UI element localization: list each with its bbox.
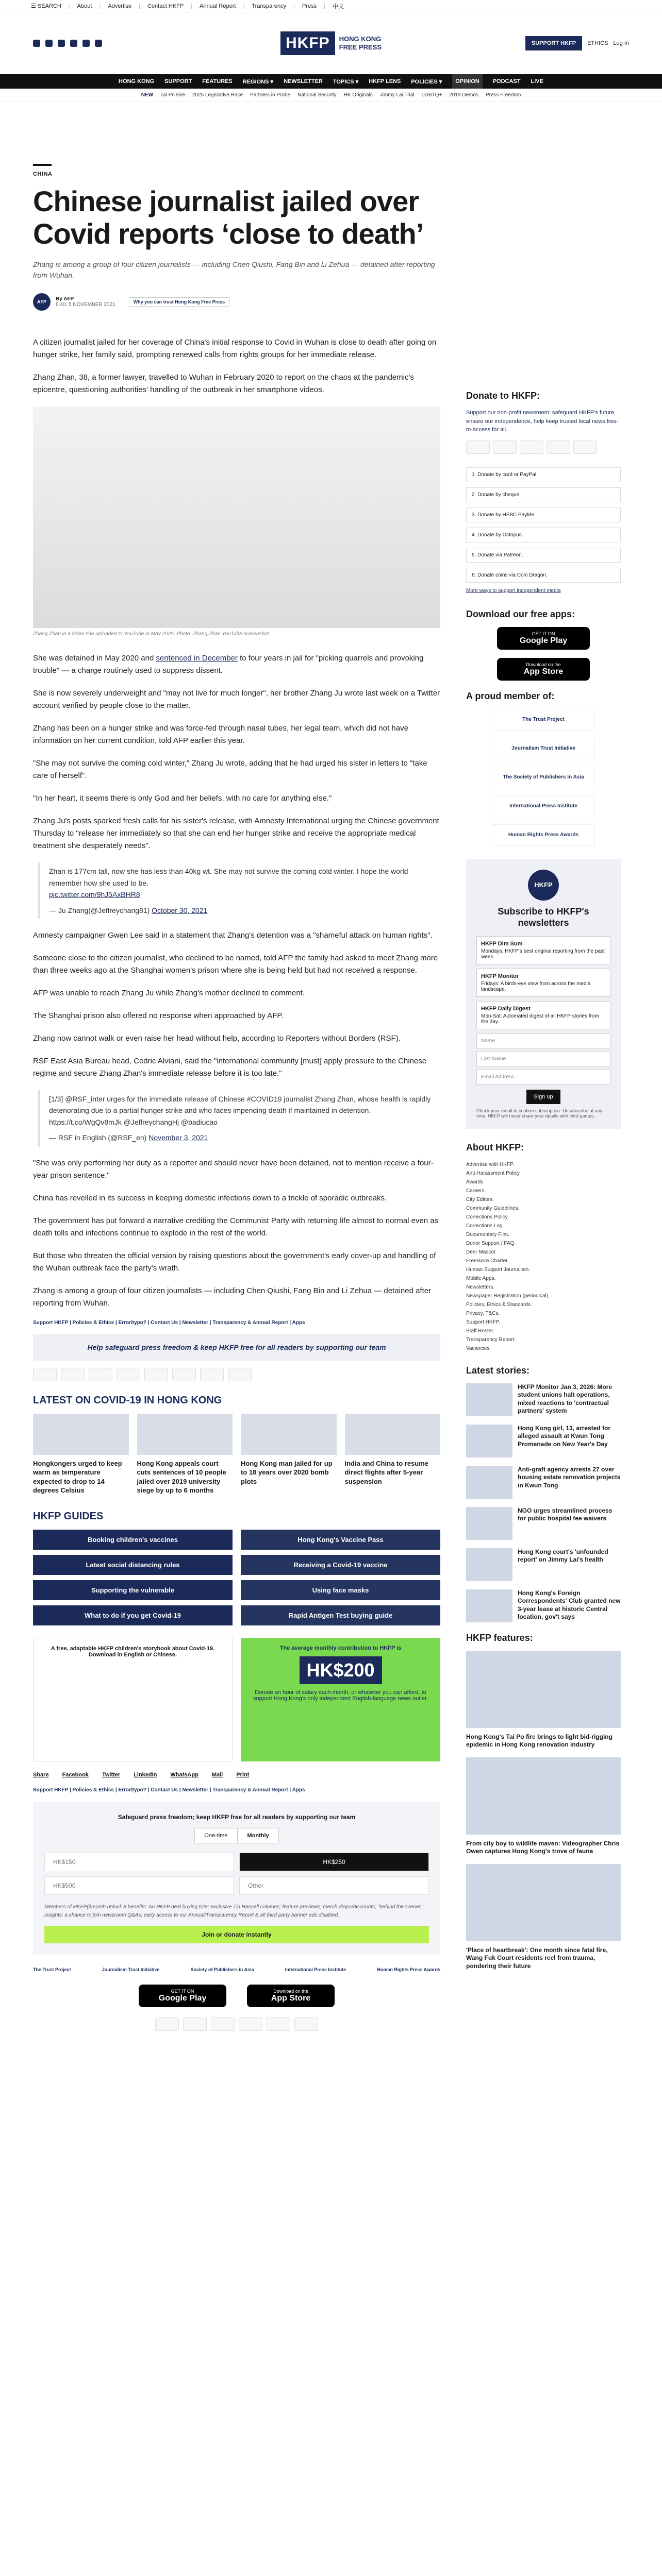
donate-method[interactable]: 6. Donate coins via Coin Dragon. bbox=[466, 568, 621, 583]
story-item[interactable]: Anti-graft agency arrests 27 over housing estate renovation projects in Kwun Tong bbox=[466, 1466, 621, 1499]
latest-covid-grid bbox=[33, 1414, 440, 1495]
story-item[interactable]: Hong Kong court's 'unfounded report' on Jimmy Lai's health bbox=[466, 1548, 621, 1581]
hkfp-badge: HKFP bbox=[528, 870, 559, 901]
story-image bbox=[345, 1414, 441, 1455]
guide-button[interactable]: What to do if you get Covid-19 bbox=[33, 1605, 233, 1625]
footer-partner-logos bbox=[33, 1967, 440, 1972]
visa-icon bbox=[33, 1368, 57, 1381]
guide-button[interactable]: Booking children's vaccines bbox=[33, 1530, 233, 1550]
proud-title: A proud member of: bbox=[466, 690, 555, 701]
paragraph: Zhang now cannot walk or even raise her head without help, according to Reporters without Borders (RSF). bbox=[33, 1034, 401, 1043]
amex-icon bbox=[520, 440, 543, 454]
share-mail[interactable]: Mail bbox=[211, 1771, 223, 1778]
donate-heading: Safeguard press freedom; keep HKFP free for all readers by supporting our team bbox=[118, 1813, 356, 1821]
donate-methods bbox=[466, 467, 621, 583]
newsletter-option[interactable]: HKFP Dim Sum Mondays: HKFP's best original reporting from the past week. bbox=[476, 936, 610, 964]
article-column bbox=[33, 102, 440, 2044]
press-link[interactable]: Press bbox=[302, 3, 317, 9]
payme-icon bbox=[573, 440, 597, 454]
fps-icon bbox=[172, 1368, 196, 1381]
visa-icon bbox=[466, 440, 490, 454]
amex-icon bbox=[89, 1368, 112, 1381]
search-link[interactable]: ☰ SEARCH bbox=[31, 3, 61, 9]
youtube-icon[interactable] bbox=[70, 40, 77, 47]
nav-podcast[interactable]: PODCAST bbox=[492, 78, 521, 84]
amount-option-selected[interactable]: HK$250 bbox=[239, 1853, 429, 1871]
member-logo[interactable]: The Society of Publishers in Asia bbox=[492, 767, 595, 788]
member-logo[interactable]: International Press Institute bbox=[492, 795, 595, 817]
main-nav bbox=[0, 74, 662, 89]
about-link[interactable]: Careers. bbox=[466, 1188, 486, 1194]
donation-promo[interactable] bbox=[241, 1638, 440, 1761]
story-item[interactable]: HKFP Monitor Jan 3, 2026: More student unions halt operations, mixed reactions to 'contractual partners' system bbox=[466, 1383, 621, 1416]
paragraph: The Shanghai prison also offered no response when approached by AFP. bbox=[33, 1011, 284, 1020]
rss-icon[interactable] bbox=[95, 40, 102, 47]
promo-row bbox=[33, 1638, 440, 1761]
topic-ticker bbox=[0, 89, 662, 102]
x-icon[interactable] bbox=[45, 40, 53, 47]
member-logo[interactable]: Human Rights Press Awards bbox=[492, 824, 595, 846]
promo-bottom-text: Donate an hour of salary each month, or whatever you can afford, to support Hong Kong's only independent English-language news outlet. bbox=[253, 1689, 428, 1702]
transparency-link[interactable]: Transparency bbox=[252, 3, 287, 9]
ticker-new-label: NEW bbox=[141, 92, 154, 98]
story-image bbox=[137, 1414, 233, 1455]
donate-method[interactable]: 3. Donate by HSBC PayMe. bbox=[466, 507, 621, 522]
story-title: Hong Kong appeals court cuts sentences of 10 people jailed over 2019 university siege by up to 6 months bbox=[137, 1459, 226, 1495]
tweet-author: — RSF in English (@RSF_en) bbox=[49, 1133, 149, 1142]
guide-button[interactable]: Using face masks bbox=[241, 1580, 440, 1600]
nav-policies[interactable]: POLICIES ▾ bbox=[411, 78, 442, 85]
why-trust-link[interactable]: Why you can trust Hong Kong Free Press bbox=[129, 297, 230, 307]
member-benefits-note: Members of HKFP($month unlock 8 benefits: An HKFP deal buying tote; exclusive Tin Hansell columns; feature previews; merch drops/discounts; "behind the scenes" insights; a chance to join newsroom Q&As; early access to our Annual/Transparency Report & all third-party banner ads disabled. bbox=[44, 1904, 423, 1918]
story-thumb bbox=[466, 1466, 512, 1499]
story-item[interactable]: Hong Kong's Foreign Correspondents' Club granted new 3-year lease at historic Central location, gov't says bbox=[466, 1589, 621, 1622]
partner-logo[interactable]: International Press Institute bbox=[285, 1967, 346, 1972]
promo-top-text: The average monthly contribution to HKFP is bbox=[279, 1645, 402, 1651]
author-name[interactable]: By AFP bbox=[56, 296, 74, 302]
feature-image bbox=[466, 1757, 621, 1835]
share-linkedin[interactable]: LinkedIn bbox=[134, 1771, 157, 1778]
nav-features[interactable]: FEATURES bbox=[202, 78, 233, 84]
paypal-icon bbox=[117, 1368, 140, 1381]
donate-method[interactable]: 1. Donate by card or PayPal. bbox=[466, 467, 621, 482]
share-twitter[interactable]: Twitter bbox=[102, 1771, 121, 1778]
embedded-tweet bbox=[38, 862, 440, 919]
about-link[interactable]: Staff Roster. bbox=[466, 1328, 494, 1334]
signup-fine-print: Check your email to confirm subscription. Unsubscribe at any time. HKFP will never share your details with third parties. bbox=[476, 1108, 603, 1118]
story-card[interactable] bbox=[241, 1414, 337, 1495]
advertise-link[interactable]: Advertise bbox=[108, 3, 132, 9]
guides-heading: HKFP GUIDES bbox=[33, 1510, 104, 1522]
member-logo[interactable]: Journalism Trust Initiative bbox=[492, 738, 595, 759]
logo-line-1: HONG KONG bbox=[339, 35, 382, 43]
article-subtitle: Zhang is among a group of four citizen journalists — including Chen Qiushi, Fang Bin and Li Zehua — detained after reporting from Wuhan. bbox=[33, 260, 435, 280]
publish-date: 8:40, 5 NOVEMBER 2021 bbox=[56, 302, 115, 308]
site-logo[interactable] bbox=[280, 31, 382, 55]
tab-one-time[interactable]: One-time bbox=[194, 1828, 237, 1843]
nav-topics[interactable]: TOPICS ▾ bbox=[333, 78, 359, 85]
tweet-date-link[interactable]: November 3, 2021 bbox=[148, 1133, 208, 1142]
story-item[interactable]: NGO urges streamlined process for public hospital fee waivers bbox=[466, 1507, 621, 1540]
partner-logo[interactable]: Human Rights Press Awards bbox=[377, 1967, 440, 1972]
story-thumb bbox=[466, 1425, 512, 1458]
octopus-icon bbox=[200, 1368, 224, 1381]
donate-title: Donate to HKFP: bbox=[466, 391, 540, 401]
share-print[interactable]: Print bbox=[236, 1771, 250, 1778]
about-link[interactable]: City Editors. bbox=[466, 1196, 494, 1202]
newsletter-option[interactable]: HKFP Daily Digest Mon-Sat: Automated digest of all HKFP stories from the day. bbox=[476, 1001, 610, 1029]
about-link[interactable]: Corrections Log. bbox=[466, 1223, 504, 1229]
guide-button[interactable]: Receiving a Covid-19 vaccine bbox=[241, 1555, 440, 1575]
about-link[interactable]: Newsletters. bbox=[466, 1284, 495, 1290]
join-donate-button[interactable]: Join or donate instantly bbox=[44, 1926, 429, 1943]
story-title: India and China to resume direct flights after 5-year suspension bbox=[344, 1459, 429, 1485]
google-play-badge[interactable]: GET IT ON Google Play bbox=[139, 1985, 226, 2007]
fps-icon bbox=[294, 2018, 318, 2031]
feature-image bbox=[466, 1864, 621, 1941]
story-card[interactable] bbox=[33, 1414, 129, 1495]
mastercard-icon bbox=[61, 1368, 85, 1381]
payment-icons bbox=[33, 1368, 440, 1381]
patreon-icon bbox=[228, 1368, 252, 1381]
paragraph: "In her heart, it seems there is only God and her beliefs, with no care for anything else." bbox=[33, 794, 332, 803]
about-link[interactable]: Anti-Harassment Policy. bbox=[466, 1170, 521, 1176]
ticker-item[interactable]: HK Originals bbox=[343, 92, 373, 98]
apps-title: Download our free apps: bbox=[466, 608, 575, 619]
sign-up-button[interactable]: Sign up bbox=[526, 1090, 560, 1104]
paragraph: AFP was unable to reach Zhang Ju while Zhang's mother declined to comment. bbox=[33, 989, 305, 997]
login-link[interactable]: Log In bbox=[613, 40, 629, 46]
social-icons bbox=[33, 40, 102, 47]
visa-icon bbox=[155, 2018, 179, 2031]
instagram-icon[interactable] bbox=[58, 40, 65, 47]
about-link[interactable]: Mobile Apps. bbox=[466, 1275, 496, 1281]
guide-button[interactable]: Supporting the vulnerable bbox=[33, 1580, 233, 1600]
member-logos bbox=[466, 709, 621, 846]
guide-button[interactable]: Latest social distancing rules bbox=[33, 1555, 233, 1575]
nav-support[interactable]: SUPPORT bbox=[164, 78, 192, 84]
mastercard-icon bbox=[493, 440, 517, 454]
about-link[interactable]: Deer Mascot. bbox=[466, 1249, 497, 1255]
story-title: Hongkongers urged to keep warm as temperature expected to drop to 14 degrees Celsius bbox=[33, 1459, 122, 1495]
partner-logo[interactable]: Journalism Trust Initiative bbox=[102, 1967, 160, 1972]
paragraph: RSF East Asia Bureau head, Cedric Alviani, said the "international community [must] apply pressure to the Chinese regime and secure Zhang Zhan's immediate release before it is too late." bbox=[33, 1057, 427, 1078]
payme-icon bbox=[144, 1368, 168, 1381]
paragraph: A citizen journalist jailed for her coverage of China's initial response to Covid in Wuhan is close to death after going on hunger strike, her family said, prompting renewed calls from rights groups for her immediate release. bbox=[33, 338, 437, 360]
facebook-icon[interactable] bbox=[33, 40, 40, 47]
paragraph: She is now severely underweight and "may not live for much longer", her brother Zhang Ju wrote last week on a Twitter account verified by people close to the matter. bbox=[33, 689, 440, 710]
article-hero-image bbox=[33, 406, 440, 628]
member-logo[interactable]: The Trust Project bbox=[492, 709, 595, 731]
about-link[interactable]: Freelance Charter. bbox=[466, 1258, 509, 1264]
paragraph: Zhang Zhan, 38, a former lawyer, travelled to Wuhan in February 2020 to report on the chaos at the pandemic's epicentre, questioning authorities' handling of the outbreak in her smartphone videos. bbox=[33, 373, 414, 395]
payment-icons-footer bbox=[33, 2018, 440, 2031]
site-header bbox=[0, 12, 662, 74]
google-play-badge[interactable]: GET IT ON Google Play bbox=[497, 627, 590, 650]
donate-blurb[interactable]: Support our non-profit newsroom: safeguard HKFP's future, ensure our independence, help keep trusted local news free-to-access for all. bbox=[466, 410, 619, 433]
story-thumb bbox=[466, 1589, 512, 1622]
share-label: Share bbox=[33, 1771, 49, 1778]
ticker-item[interactable]: Press Freedom bbox=[485, 92, 521, 98]
feature-item[interactable]: From city boy to wildlife maven: Videographer Chris Owen captures Hong Kong's trove of fauna bbox=[466, 1757, 621, 1856]
last-name-input[interactable] bbox=[476, 1052, 610, 1066]
nav-regions[interactable]: REGIONS ▾ bbox=[242, 78, 274, 85]
guide-button[interactable]: Rapid Antigen Test buying guide bbox=[241, 1605, 440, 1625]
paragraph: "She was only performing her duty as a reporter and should never have been detained, not to mention receive a four-year prison sentence." bbox=[33, 1158, 434, 1180]
story-thumb bbox=[466, 1548, 512, 1581]
support-links[interactable]: Support HKFP | Policies & Ethics | Error/typo? | Contact Us | Newsletter | Transparency & Annual Report | Apps bbox=[33, 1787, 305, 1793]
sentenced-link[interactable]: sentenced in December bbox=[156, 654, 238, 663]
amex-icon bbox=[211, 2018, 235, 2031]
byline bbox=[33, 293, 440, 311]
about-link[interactable]: Advertise with HKFP. bbox=[466, 1161, 515, 1167]
top-utility-bar: ☰ SEARCH | About | Advertise | Contact HKFP | Annual Report | Transparency | Press | 中文 bbox=[0, 0, 662, 12]
ticker-item[interactable]: LGBTQ+ bbox=[421, 92, 442, 98]
partner-logo[interactable]: Society of Publishers in Asia bbox=[190, 1967, 254, 1972]
ticker-item[interactable]: 2025 Legislative Race bbox=[192, 92, 243, 98]
more-ways-link[interactable]: More ways to support independent media bbox=[466, 587, 561, 594]
email-input[interactable] bbox=[476, 1070, 610, 1084]
app-store-badge[interactable]: Download on the App Store bbox=[497, 658, 590, 681]
app-store-badge[interactable]: Download on the App Store bbox=[247, 1985, 335, 2007]
about-link[interactable]: Support HKFP. bbox=[466, 1319, 500, 1325]
donate-widget bbox=[33, 1802, 440, 1955]
subscribe-title: Subscribe to HKFP's newsletters bbox=[498, 906, 589, 928]
paypal-icon bbox=[239, 2018, 262, 2031]
ticker-item[interactable]: National Security bbox=[297, 92, 337, 98]
about-link[interactable]: Policies, Ethics & Standards. bbox=[466, 1301, 532, 1308]
about-link[interactable]: Awards. bbox=[466, 1179, 485, 1185]
about-link[interactable]: Donor Support / FAQ. bbox=[466, 1240, 516, 1246]
paragraph: She was detained in May 2020 and sentenced in December to four years in jail for "picking quarrels and provoking trouble" — a charge routinely used to suppress dissent. bbox=[33, 654, 424, 675]
language-link[interactable]: 中文 bbox=[333, 3, 344, 10]
logo-mark: HKFP bbox=[280, 31, 335, 55]
app-store-badges bbox=[33, 1985, 440, 2007]
author-avatar[interactable]: AFP bbox=[33, 293, 51, 311]
paragraph: "She may not survive the coming cold winter," Zhang Ju wrote, adding that he had urged his sister in letters to "take care of herself". bbox=[33, 759, 427, 781]
article-body bbox=[33, 336, 440, 1309]
guides-grid bbox=[33, 1530, 440, 1625]
story-title: Hong Kong man jailed for up to 18 years over 2020 bomb plots bbox=[241, 1459, 333, 1485]
feature-item[interactable]: Hong Kong's Tai Po fire brings to light bid-rigging epidemic in Hong Kong renovation industry bbox=[466, 1651, 621, 1749]
newsletter-signup bbox=[466, 859, 621, 1129]
about-title: About HKFP: bbox=[466, 1142, 524, 1153]
first-name-input[interactable] bbox=[476, 1033, 610, 1048]
about-link[interactable]: Documentary Film. bbox=[466, 1231, 509, 1238]
paragraph: Zhang Ju's posts sparked fresh calls for his sister's release, with Amnesty International urging the Chinese government Thursday to "release her immediately so that she can end her hunger strike and receive the appropriate medical treatment she desperately needs". bbox=[33, 817, 439, 851]
paragraph: Amnesty campaigner Gwen Lee said in a statement that Zhang's detention was a "shameful attack on human rights". bbox=[33, 931, 433, 940]
nav-newsletter[interactable]: NEWSLETTER bbox=[284, 78, 323, 84]
share-whatsapp[interactable]: WhatsApp bbox=[170, 1771, 198, 1778]
payme-icon bbox=[267, 2018, 290, 2031]
features-list bbox=[466, 1651, 621, 1971]
latest-covid-heading: LATEST ON COVID-19 IN HONG KONG bbox=[33, 1394, 222, 1406]
article-category[interactable]: CHINA bbox=[33, 171, 53, 177]
about-link[interactable]: Transparency Report. bbox=[466, 1336, 516, 1343]
tweet-author: — Ju Zhang(@Jeffreychang81) bbox=[49, 906, 152, 914]
support-banner[interactable]: Help safeguard press freedom & keep HKFP free for all readers by supporting our team bbox=[33, 1334, 440, 1361]
kicker-rule bbox=[33, 164, 52, 166]
article-title: Chinese journalist jailed over Covid reports ‘close to death’ bbox=[33, 185, 424, 250]
annual-report-link[interactable]: Annual Report bbox=[200, 3, 236, 9]
nav-opinion[interactable]: OPINION bbox=[452, 74, 482, 89]
donate-method[interactable]: 2. Donate by cheque. bbox=[466, 487, 621, 502]
story-card[interactable] bbox=[345, 1414, 441, 1495]
nav-hong-kong[interactable]: HONG KONG bbox=[119, 78, 155, 84]
contact-link[interactable]: Contact HKFP bbox=[147, 3, 184, 9]
paragraph: Zhang is among a group of four citizen journalists — including Chen Qiushi, Fang Bin and Li Zehua — detained after reporting from Wuhan. bbox=[33, 1286, 432, 1308]
partner-logo[interactable]: The Trust Project bbox=[33, 1967, 71, 1972]
tab-monthly[interactable]: Monthly bbox=[238, 1828, 279, 1843]
nav-hkfp-lens[interactable]: HKFP LENS bbox=[369, 78, 401, 84]
tweet-text: Zhan is 177cm tall, now she has less than 40kg wt. She may not survive the coming cold winter. I hope the world remember how she used to be. bbox=[49, 867, 408, 887]
about-link[interactable]: Community Guidelines. bbox=[466, 1205, 520, 1211]
newsletter-option[interactable]: HKFP Monitor Fridays: A birds-eye view from across the media landscape. bbox=[476, 969, 610, 997]
paragraph: The government has put forward a narrative crediting the Communist Party with returning life almost to normal even as death tolls and infections continue to explode in the rest of the world. bbox=[33, 1216, 439, 1238]
sidebar bbox=[466, 102, 621, 2044]
support-hkfp-button[interactable]: SUPPORT HKFP bbox=[525, 36, 582, 50]
logo-line-2: FREE PRESS bbox=[339, 43, 382, 51]
ticker-item[interactable]: 2019 Demos bbox=[449, 92, 478, 98]
about-link[interactable]: About bbox=[77, 3, 92, 9]
story-card[interactable] bbox=[137, 1414, 233, 1495]
ticker-item[interactable]: Jimmy Lai Trial bbox=[379, 92, 415, 98]
donate-method[interactable]: 5. Donate via Patreon. bbox=[466, 548, 621, 563]
story-image bbox=[241, 1414, 337, 1455]
story-item[interactable]: Hong Kong girl, 13, arrested for alleged assault at Kwun Tong Promenade on New Year's Day bbox=[466, 1425, 621, 1458]
share-bar bbox=[33, 1772, 440, 1778]
image-caption: Zhang Zhan in a video she uploaded to YouTube in May 2020. Photo: Zhang Zhan YouTube screenshot. bbox=[33, 631, 271, 637]
tweet-text: [1/3] @RSF_inter urges for the immediate release of Chinese #COVID19 journalist Zhang Zhan, whose health is rapidly deteriorating due to a partial hunger strike and who faces impending death if maintained in detention. https://t.co/WgQv8mJk @JeffreychangHj @badiucao bbox=[49, 1095, 431, 1126]
mastercard-icon bbox=[183, 2018, 207, 2031]
about-link[interactable]: Vacancies. bbox=[466, 1345, 491, 1351]
about-link[interactable]: Corrections Policy. bbox=[466, 1214, 509, 1220]
about-link[interactable]: Human Support Journalism. bbox=[466, 1266, 530, 1273]
about-link[interactable]: Privacy, T&Cs. bbox=[466, 1310, 500, 1316]
feature-image bbox=[466, 1651, 621, 1728]
features-title: HKFP features: bbox=[466, 1632, 533, 1643]
nav-live[interactable]: LIVE bbox=[531, 78, 543, 84]
guide-button[interactable]: Hong Kong's Vaccine Pass bbox=[241, 1530, 440, 1550]
linkedin-icon[interactable] bbox=[82, 40, 90, 47]
paragraph: But those who threaten the official version by raising questions about the government's early cover-up and handling of the Wuhan outbreak face the party's wrath. bbox=[33, 1251, 436, 1273]
amount-option-other[interactable]: Other bbox=[239, 1876, 429, 1895]
story-image bbox=[33, 1414, 129, 1455]
about-link[interactable]: Newspaper Registration (periodical). bbox=[466, 1293, 550, 1299]
amount-option[interactable]: HK$150 bbox=[44, 1853, 234, 1871]
ticker-item[interactable]: Partners in Probe bbox=[250, 92, 291, 98]
story-thumb bbox=[466, 1507, 512, 1540]
sidebar-payment-icons bbox=[466, 440, 621, 454]
latest-stories-list bbox=[466, 1383, 621, 1622]
storybook-promo[interactable]: A free, adaptable HKFP children's storybook about Covid-19. Download in English or Chinese. bbox=[33, 1638, 233, 1761]
tweet-date-link[interactable]: October 30, 2021 bbox=[152, 906, 208, 914]
ticker-item[interactable]: Tai Po Fire bbox=[160, 92, 185, 98]
feature-item[interactable]: 'Place of heartbreak': One month since fatal fire, Wang Fuk Court residents reel from trauma, pondering their future bbox=[466, 1864, 621, 1971]
about-list bbox=[466, 1160, 621, 1353]
amount-option[interactable]: HK$500 bbox=[44, 1876, 234, 1895]
tweet-pic-link[interactable]: pic.twitter.com/9hJ5AxBHR8 bbox=[49, 890, 140, 899]
story-thumb bbox=[466, 1383, 512, 1416]
share-facebook[interactable]: Facebook bbox=[62, 1771, 89, 1778]
ethics-link[interactable]: ETHICS bbox=[587, 40, 608, 46]
support-links[interactable]: Support HKFP | Policies & Ethics | Error/typo? | Contact Us | Newsletter | Transparency & Annual Report | Apps bbox=[33, 1319, 305, 1326]
embedded-tweet bbox=[38, 1090, 440, 1147]
paragraph: Zhang has been on a hunger strike and was force-fed through nasal tubes, her legal team, which did not have information on her current condition, told AFP earlier this year. bbox=[33, 724, 408, 745]
paypal-icon bbox=[547, 440, 570, 454]
donate-method[interactable]: 4. Donate by Octopus. bbox=[466, 528, 621, 543]
promo-amount: HK$200 bbox=[300, 1656, 382, 1684]
paragraph: China has revelled in its success in keeping domestic infections down to a trickle of sporadic outbreaks. bbox=[33, 1193, 387, 1202]
paragraph: Someone close to the citizen journalist, who declined to be named, told AFP the family had asked to meet Zhang more than three weeks ago at the Shanghai women's prison where she is being held but had not received a response. bbox=[33, 954, 438, 975]
latest-stories-title: Latest stories: bbox=[466, 1365, 530, 1376]
